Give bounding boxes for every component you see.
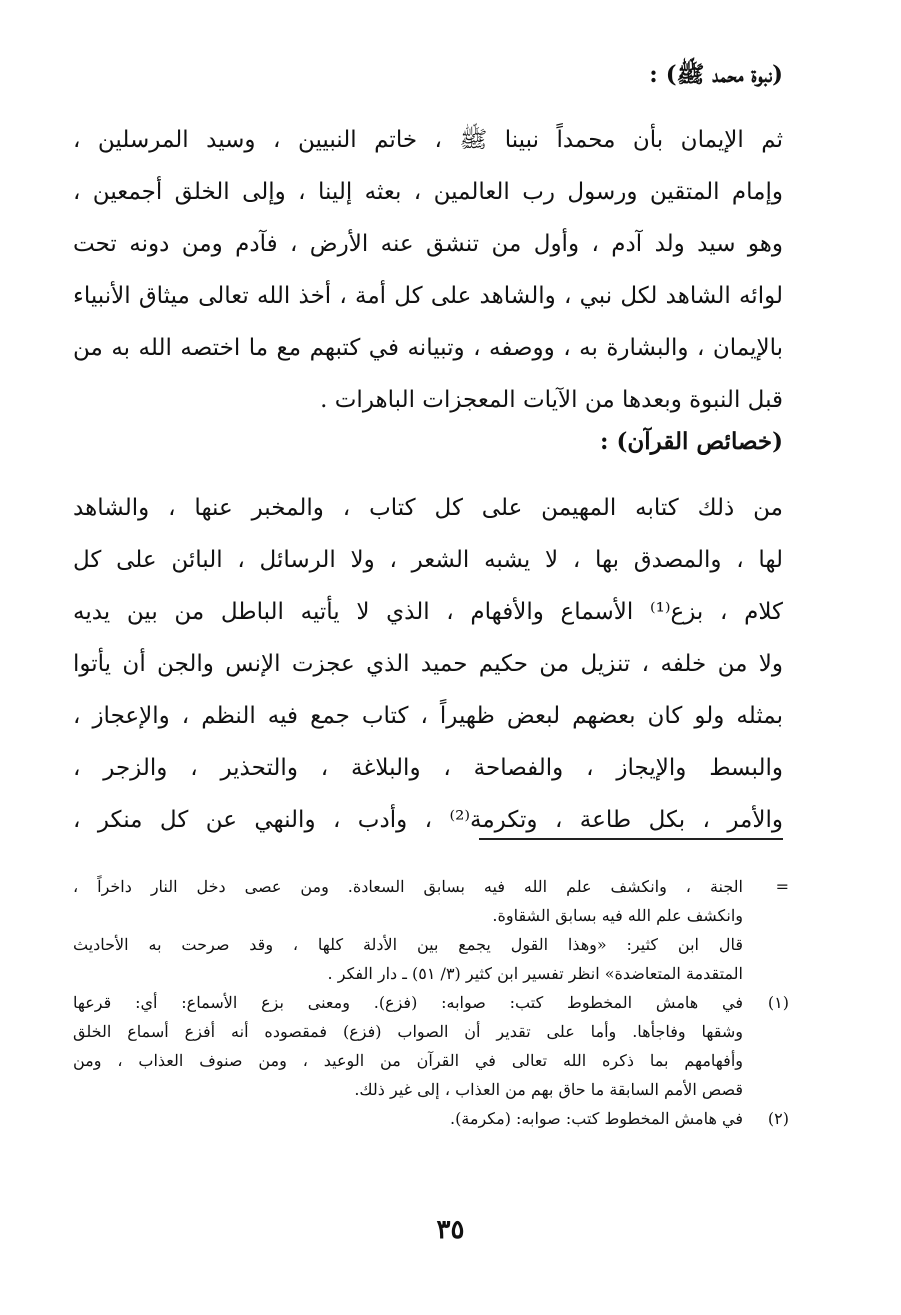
footnote-line: قصص الأمم السابقة ما حاق بهم من العذاب ، إلى غير ذلك. <box>354 1080 743 1099</box>
footnote-marker: = <box>775 877 789 896</box>
footnote-divider <box>479 838 783 840</box>
footnote-marker: (٢) <box>767 1109 789 1128</box>
section-heading-quran-features: (خصائص القرآن) : <box>599 428 783 455</box>
footnote-marker: (١) <box>767 993 789 1012</box>
paragraph-prophethood <box>73 114 783 426</box>
footnotes <box>73 872 789 1133</box>
paragraph-quran-features <box>73 482 783 846</box>
footnote-continuation <box>73 872 789 930</box>
footnote-line: قال ابن كثير: «وهذا القول يجمع بين الأدلة كلها ، وقد صرحت به الأحاديث <box>73 935 743 954</box>
text-line: لها ، والمصدق بها ، لا يشبه الشعر ، ولا الرسائل ، البائن على كل <box>73 547 783 573</box>
footnote-line: المتقدمة المتعاضدة» انظر تفسير ابن كثير (٣/ ٥١) ـ دار الفكر . <box>327 964 743 983</box>
footnote-1 <box>73 988 789 1104</box>
text-line: والبسط والإيجاز ، والفصاحة ، والبلاغة ، والتحذير ، والزجر ، <box>73 755 783 781</box>
text-line: وهو سيد ولد آدم ، وأول من تنشق عنه الأرض ، فآدم ومن دونه تحت <box>73 231 783 257</box>
footnote-ibn-kathir-quote <box>73 930 789 988</box>
text-line: من ذلك كتابه المهيمن على كل كتاب ، والمخبر عنها ، والشاهد <box>73 495 783 521</box>
text-line: بالإيمان ، والبشارة به ، ووصفه ، وتبيانه في كتبهم مع ما اختصه الله به من <box>73 335 783 361</box>
footnote-line: في هامش المخطوط كتب: صوابه: (فزع). ومعنى بزع الأسماع: أي: قرعها <box>73 993 743 1012</box>
footnote-line: وأفهامهم بما ذكره الله تعالى في القرآن من الوعيد ، ومن صنوف العذاب ، ومن <box>73 1051 743 1070</box>
page-number: ٣٥ <box>436 1215 465 1245</box>
text-line: والأمر ، بكل طاعة ، وتكرمة⁽²⁾ ، وأدب ، والنهي عن كل منكر ، <box>73 807 783 833</box>
footnote-line: وشقها وفاجأها. وأما على تقدير أن الصواب (فزع) فمقصوده أنه أفزع أسماع الخلق <box>73 1022 743 1041</box>
text-line: ولا من خلفه ، تنزيل من حكيم حميد الذي عجزت الإنس والجن أن يأتوا <box>73 651 783 677</box>
footnote-line: الجنة ، وانكشف علم الله فيه بسابق السعادة. ومن عصى دخل النار داخراً ، <box>73 877 743 896</box>
footnote-line: في هامش المخطوط كتب: صوابه: (مكرمة). <box>450 1109 743 1128</box>
text-line: لوائه الشاهد لكل نبي ، والشاهد على كل أمة ، أخذ الله تعالى ميثاق الأنبياء <box>73 283 783 309</box>
text-line: وإمام المتقين ورسول رب العالمين ، بعثه إلينا ، وإلى الخلق أجمعين ، <box>73 179 783 205</box>
text-line: بمثله ولو كان بعضهم لبعض ظهيراً ، كتاب جمع فيه النظم ، والإعجاز ، <box>73 703 783 729</box>
section-heading-prophethood: (نبوة محمد ﷺ) : <box>649 61 783 88</box>
text-line: قبل النبوة وبعدها من الآيات المعجزات الباهرات . <box>320 387 783 413</box>
text-line: كلام ، بزع⁽¹⁾ الأسماع والأفهام ، الذي لا يأتيه الباطل من بين يديه <box>73 599 783 625</box>
footnote-line: وانكشف علم الله فيه بسابق الشقاوة. <box>492 906 743 925</box>
text-line: ثم الإيمان بأن محمداً نبينا ﷺ ، خاتم النبيين ، وسيد المرسلين ، <box>73 127 783 153</box>
footnote-2 <box>73 1104 789 1133</box>
